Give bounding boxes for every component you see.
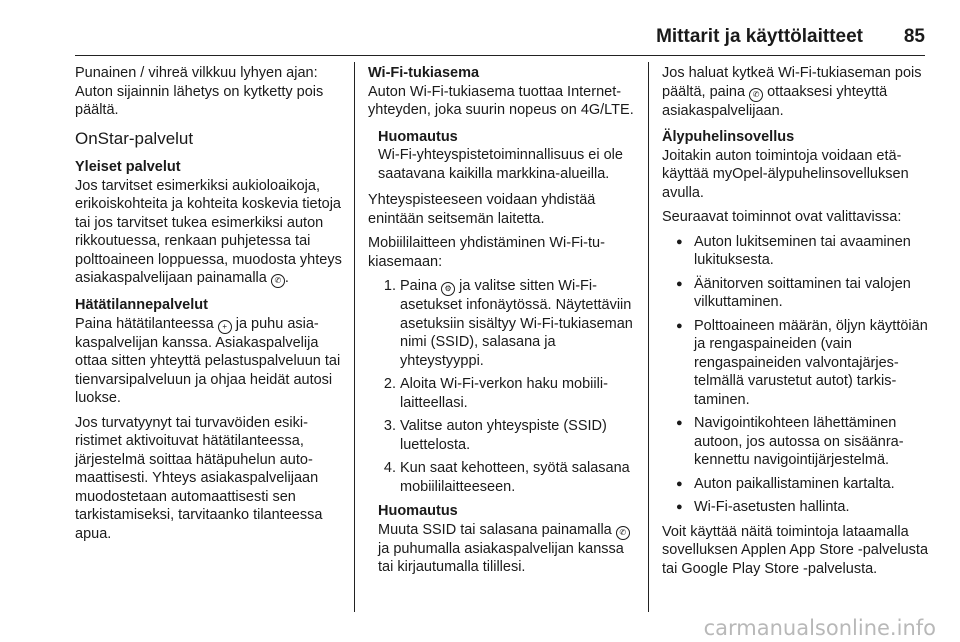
- section-title: OnStar-palvelut: [75, 128, 194, 148]
- app-title: Älypuhelinsovellus: [662, 129, 795, 145]
- list-item: ● Äänitorven soittaminen tai valojen vilkuttaminen.: [694, 275, 930, 312]
- steps-list: [368, 277, 636, 496]
- features-list: [662, 233, 930, 517]
- note-1-text: Wi-Fi-yhteyspistetoiminnallisuus ei ole saatavana kaikilla markkina-alueilla.: [378, 147, 623, 182]
- airbag-text: Jos turvatyynyt tai turvavöiden esikiristimet aktivoituvat hätätilanteessa, järjestelmä soittaa hätäpuhelun automaattisesti. Yhteys asiakaspalvelijaan muodostetaan automaattisesti sen tarkistamiseksi, tarvitaanko tilanteessa apua.: [75, 414, 323, 542]
- list-item: ● Polttoaineen määrän, öljyn käyttöiän ja rengaspaineiden (vain rengaspaineiden valvontajärjestelmällä varustetut autot) tarkistaminen.: [694, 317, 930, 410]
- column-2: [368, 64, 636, 585]
- steps-intro: Mobiililaitteen yhdistäminen Wi-Fi-tukiasemaan:: [368, 235, 605, 270]
- list-item: ● Auton paikallistaminen kartalta.: [694, 475, 930, 494]
- wifi-off-text: Jos haluat kytkeä Wi-Fi-tukiaseman pois päältä, paina ✆ ottaaksesi yhteyttä asiakaspalvelijaan.: [662, 65, 922, 119]
- watermark: carmanualsonline.info: [703, 616, 936, 640]
- page-title: Mittarit ja käyttölaitteet: [656, 26, 863, 47]
- emergency-services-title: Hätätilannepalvelut: [75, 297, 208, 313]
- features-intro: Seuraavat toiminnot ovat valittavissa:: [662, 209, 902, 225]
- list-item: ● Navigointikohteen lähettäminen autoon, jos autossa on sisäänrakennettu navigointijärjestelmä.: [694, 414, 930, 470]
- wifi-text: Auton Wi-Fi-tukiasema tuottaa Internet-yhteyden, joka suurin nopeus on 4G/LTE.: [368, 83, 634, 118]
- note-1-title: Huomautus: [378, 128, 458, 145]
- app-text: Joitakin auton toimintoja voidaan etäkäyttää myOpel-älypuhelinsovelluksen avulla.: [662, 147, 909, 201]
- list-item: ● Wi-Fi-asetusten hallinta.: [694, 498, 930, 517]
- settings-icon: ⚙: [441, 282, 455, 296]
- onstar-service-icon: ✆: [749, 88, 763, 102]
- onstar-service-icon: ✆: [616, 526, 630, 540]
- note-2-title: Huomautus: [378, 503, 458, 519]
- page-number: 85: [903, 26, 925, 47]
- download-text: Voit käyttää näitä toimintoja lataamalla sovelluksen Applen App Store -palvelusta tai Google Play Store -palvelusta.: [662, 523, 929, 577]
- list-item: 3. Valitse auton yhteyspiste (SSID) luettelosta.: [400, 417, 636, 454]
- note-2-text: Muuta SSID tai salasana painamalla ✆ ja puhumalla asiakaspalvelijan kanssa tai kirjautumalla tilillesi.: [378, 521, 636, 577]
- intro-text: Punainen / vihreä vilkkuu lyhyen ajan: Auton sijainnin lähetys on kytketty pois päältä.: [75, 65, 324, 118]
- column-divider-2: [648, 62, 649, 612]
- column-3: [662, 64, 930, 584]
- column-divider-1: [354, 62, 355, 612]
- wifi-title: Wi-Fi-tukiasema: [368, 65, 480, 81]
- general-services-text: Jos tarvitset esimerkiksi aukioloaikoja, erikoiskohteita ja kohteita koskevia tietoja tai jos tarvitset tukea esimerkiksi auton rikkoutuessa, renkaan puhjetessa tai polttoaineen loppuessa, muodosta yhteys asiakaspalvelijaan painamalla ✆ .: [75, 177, 342, 286]
- note-2: [378, 502, 636, 577]
- connect-text: Yhteyspisteeseen voidaan yhdistää enintään seitsemän laitetta.: [368, 192, 596, 227]
- list-item: 4. Kun saat kehotteen, syötä salasana mobiililaitteeseen.: [400, 459, 636, 496]
- note-1: [378, 128, 636, 184]
- emergency-icon: +: [218, 320, 232, 334]
- emergency-services-text: Paina hätätilanteessa + ja puhu asiakaspalvelijan kanssa. Asiakaspalvelija ottaa sitten yhteyttä pelastuspalveluun tai tienvarsipalveluun ja ohjaa heidät autosi luokse.: [75, 315, 341, 406]
- column-1: [75, 64, 343, 549]
- list-item: 1. Paina ⚙ ja valitse sitten Wi-Fi-asetukset infonäytössä. Näytettäviin asetuksiin sisältyy Wi-Fi-tukiaseman nimi (SSID), salasana ja yhteystyyppi.: [400, 277, 636, 370]
- page-header: [75, 0, 925, 56]
- list-item: 2. Aloita Wi-Fi-verkon haku mobiililaitteellasi.: [400, 375, 636, 412]
- general-services-title: Yleiset palvelut: [75, 159, 181, 175]
- list-item: ● Auton lukitseminen tai avaaminen lukituksesta.: [694, 233, 930, 270]
- onstar-service-icon: ✆: [271, 274, 285, 288]
